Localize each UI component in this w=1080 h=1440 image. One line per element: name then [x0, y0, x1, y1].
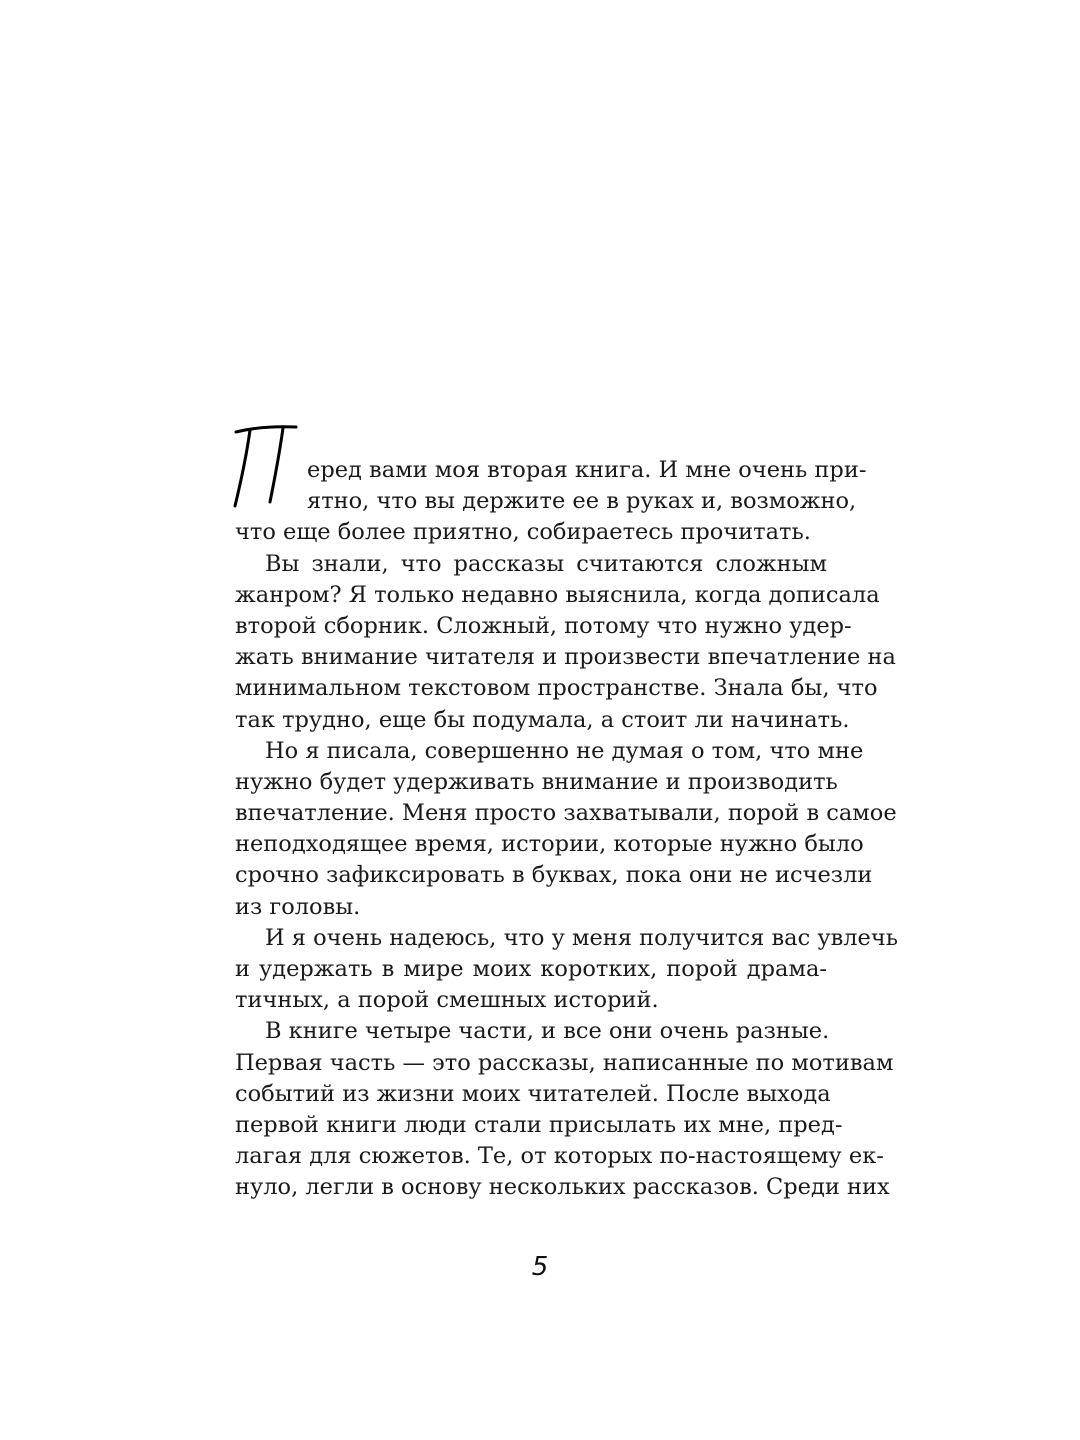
text-line: так трудно, еще бы подумала, а стоит ли начинать. [235, 706, 850, 733]
text-line: неподходящее время, истории, которые нужно было [235, 831, 864, 858]
paragraph [235, 736, 897, 923]
text-line: Первая часть — это рассказы, написанные по мотивам [235, 1049, 894, 1076]
text-line: Вы знали, что рассказы считаются сложным [265, 550, 827, 577]
text-line: тичных, а порой смешных историй. [235, 987, 659, 1014]
paragraph [235, 549, 896, 736]
text-line: В книге четыре части, и все они очень разные. [265, 1018, 830, 1045]
text-line: событий из жизни моих читателей. После выхода [235, 1080, 831, 1107]
text-line: срочно зафиксировать в буквах, пока они не исчезли [235, 862, 873, 889]
text-line: ятно, что вы держите ее в руках и, возможно, [307, 488, 857, 515]
text-line: второй сборник. Сложный, потому что нужно удер- [235, 612, 852, 639]
paragraph [235, 455, 867, 549]
text-line: жанром? Я только недавно выяснила, когда дописала [235, 581, 880, 608]
text-line: впечатление. Меня просто захватывали, порой в самое [235, 800, 897, 827]
text-line: И я очень надеюсь, что у меня получится вас увлечь [265, 924, 898, 951]
text-line: минимальном текстовом пространстве. Знала бы, что [235, 675, 878, 702]
text-line: нуло, легли в основу нескольких рассказов. Среди них [235, 1174, 890, 1201]
text-line: Но я писала, совершенно не думая о том, что мне [265, 737, 864, 764]
page-number: 5 [531, 1252, 549, 1282]
text-line: еред вами моя вторая книга. И мне очень при- [307, 457, 867, 483]
paragraph [235, 923, 898, 1017]
text-line: и удержать в мире моих коротких, порой драма- [235, 956, 827, 982]
paragraph [235, 1016, 894, 1203]
body-text [235, 455, 898, 1204]
text-line: жать внимание читателя и произвести впечатление на [235, 644, 896, 671]
text-line: нужно будет удерживать внимание и производить [235, 768, 838, 795]
text-line: из головы. [235, 893, 361, 920]
text-line: первой книги люди стали присылать их мне, пред- [235, 1111, 843, 1138]
text-line: лагая для сюжетов. Те, от которых по-настоящему ек- [235, 1143, 884, 1170]
text-line: что еще более приятно, собираетесь прочитать. [235, 519, 811, 546]
